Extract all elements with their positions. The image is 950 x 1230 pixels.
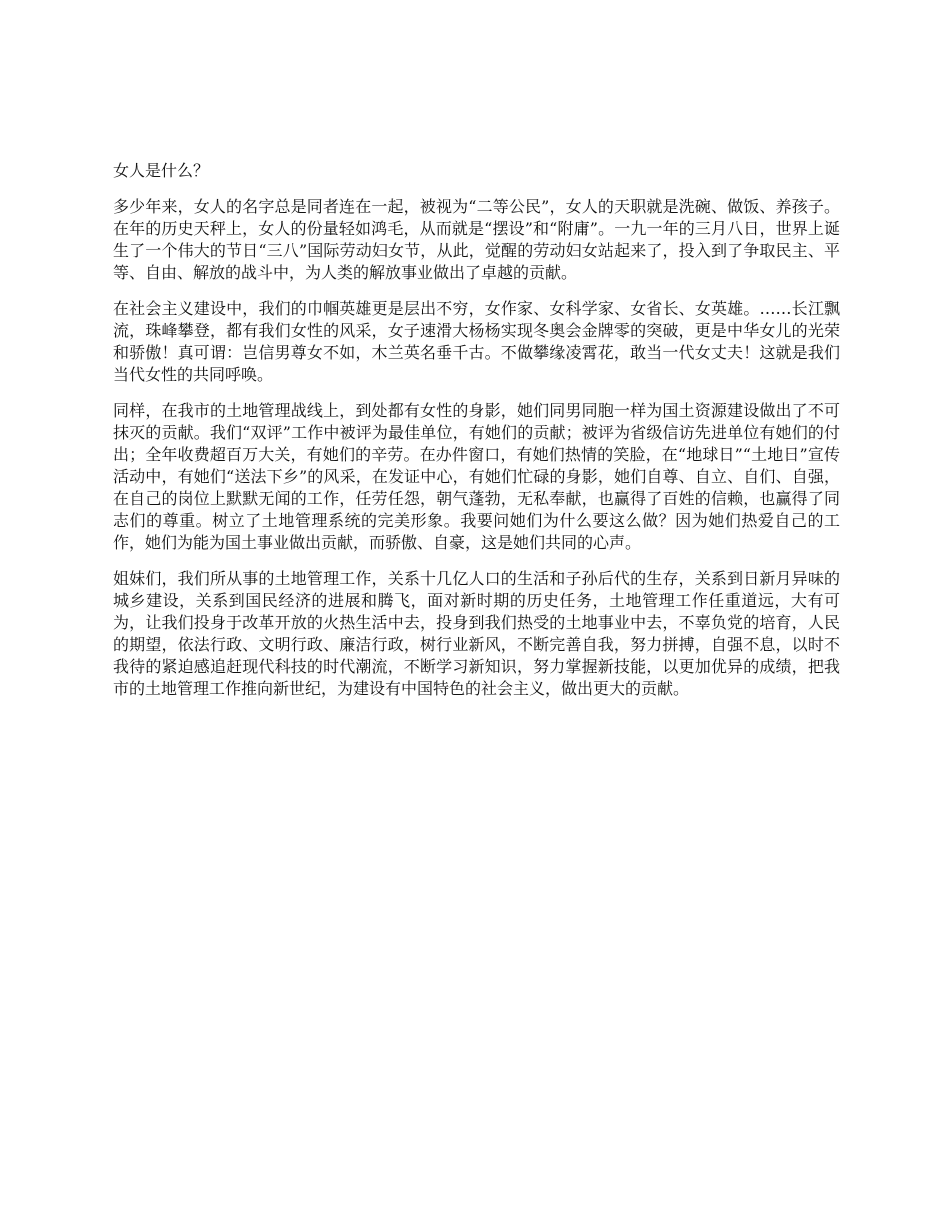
paragraph-2: 在社会主义建设中，我们的巾帼英雄更是层出不穷，女作家、女科学家、女省长、女英雄。……长江飘流，珠峰攀登，都有我们女性的风采，女子速滑大杨杨实现冬奥会金牌零的突破，更是中华女儿的光荣和骄傲！真可谓：岂信男尊女不如，木兰英名垂千古。不做攀缘凌霄花，敢当一代女丈夫！这就是我们当代女性的共同呼唤。 xyxy=(113,299,840,384)
paragraph-4: 姐妹们，我们所从事的土地管理工作，关系十几亿人口的生活和子孙后代的生存，关系到日新月异味的城乡建设，关系到国民经济的进展和腾飞，面对新时期的历史任务，土地管理工作任重道远，大有可为，让我们投身于改革开放的火热生活中去，投身到我们热受的土地事业中去，不辜负党的培育，人民的期望，依法行政、文明行政、廉洁行政，树行业新风，不断完善自我，努力拼搏，自强不息，以时不我待的紧迫感追赶现代科技的时代潮流，不断学习新知识，努力掌握新技能，以更加优异的成绩，把我市的土地管理工作推向新世纪，为建设有中国特色的社会主义，做出更大的贡献。 xyxy=(113,569,840,698)
document-body xyxy=(113,160,840,714)
paragraph-1: 多少年来，女人的名字总是同者连在一起，被视为“二等公民”，女人的天职就是洗碗、做饭、养孩子。在年的历史天秤上，女人的份量轻如鸿毛，从而就是“摆设”和“附庸”。一九一年的三月八日，世界上诞生了一个伟大的节日“三八”国际劳动妇女节，从此，觉醒的劳动妇女站起来了，投入到了争取民主、平等、自由、解放的战斗中，为人类的解放事业做出了卓越的贡献。 xyxy=(113,197,840,282)
paragraph-3: 同样，在我市的土地管理战线上，到处都有女性的身影，她们同男同胞一样为国土资源建设做出了不可抹灭的贡献。我们“双评”工作中被评为最佳单位，有她们的贡献；被评为省级信访先进单位有她们的付出；全年收费超百万大关，有她们的辛劳。在办件窗口，有她们热情的笑脸，在“地球日”“土地日”宣传活动中，有她们“送法下乡”的风采，在发证中心，有她们忙碌的身影，她们自尊、自立、自们、自强，在自己的岗位上默默无闻的工作，任劳任怨，朝气蓬勃，无私奉献，也赢得了百姓的信赖，也赢得了同志们的尊重。树立了土地管理系统的完美形象。我要问她们为什么要这么做？因为她们热爱自己的工作，她们为能为国土事业做出贡献，而骄傲、自豪，这是她们共同的心声。 xyxy=(113,401,840,552)
document-title: 女人是什么？ xyxy=(113,161,210,180)
